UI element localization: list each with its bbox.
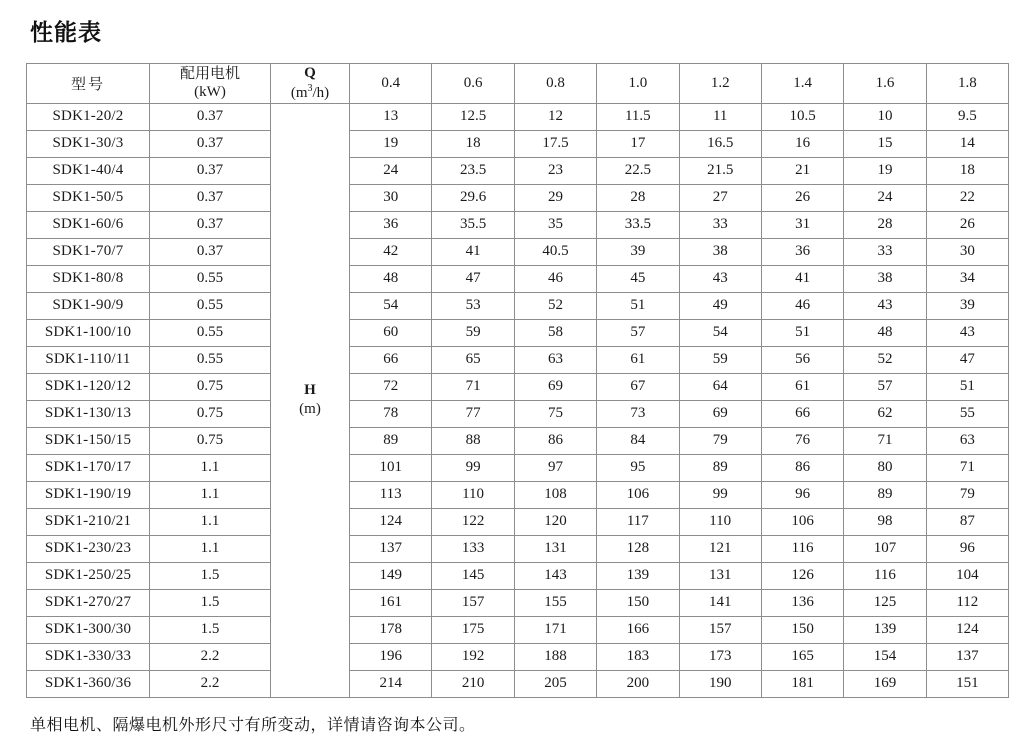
cell-model: SDK1-70/7 (27, 238, 150, 265)
cell-head-5: 136 (761, 589, 843, 616)
cell-model: SDK1-230/23 (27, 535, 150, 562)
cell-head-6: 19 (844, 157, 926, 184)
cell-model: SDK1-300/30 (27, 616, 150, 643)
table-row (27, 103, 1009, 130)
cell-head-2: 86 (514, 427, 596, 454)
cell-head-6: 15 (844, 130, 926, 157)
cell-head-6: 10 (844, 103, 926, 130)
cell-head-4: 131 (679, 562, 761, 589)
cell-head-0: 19 (350, 130, 432, 157)
cell-head-6: 52 (844, 346, 926, 373)
cell-head-0: 149 (350, 562, 432, 589)
cell-head-7: 63 (926, 427, 1008, 454)
cell-head-4: 43 (679, 265, 761, 292)
cell-head-4: 121 (679, 535, 761, 562)
cell-head-0: 178 (350, 616, 432, 643)
cell-head-1: 71 (432, 373, 514, 400)
cell-head-7: 9.5 (926, 103, 1008, 130)
cell-head-0: 66 (350, 346, 432, 373)
cell-head-4: 33 (679, 211, 761, 238)
cell-head-3: 11.5 (597, 103, 679, 130)
cell-motor: 0.55 (150, 346, 271, 373)
cell-motor: 1.5 (150, 616, 271, 643)
cell-head-4: 38 (679, 238, 761, 265)
cell-head-5: 76 (761, 427, 843, 454)
footnote: 单相电机、隔爆电机外形尺寸有所变动，详情请咨询本公司。 (30, 716, 476, 734)
cell-head-1: 29.6 (432, 184, 514, 211)
cell-model: SDK1-120/12 (27, 373, 150, 400)
cell-head-7: 14 (926, 130, 1008, 157)
cell-head-2: 17.5 (514, 130, 596, 157)
cell-head-3: 39 (597, 238, 679, 265)
cell-motor: 0.37 (150, 103, 271, 130)
cell-motor: 0.37 (150, 211, 271, 238)
cell-head-0: 60 (350, 319, 432, 346)
cell-model: SDK1-150/15 (27, 427, 150, 454)
table-row (27, 589, 1009, 616)
cell-head-6: 28 (844, 211, 926, 238)
cell-head-2: 35 (514, 211, 596, 238)
cell-head-6: 62 (844, 400, 926, 427)
cell-head-7: 51 (926, 373, 1008, 400)
header-flow-7: 1.8 (926, 64, 1008, 104)
cell-head-0: 30 (350, 184, 432, 211)
cell-head-1: 99 (432, 454, 514, 481)
cell-head-5: 36 (761, 238, 843, 265)
cell-head-7: 112 (926, 589, 1008, 616)
cell-head-1: 145 (432, 562, 514, 589)
cell-head-0: 89 (350, 427, 432, 454)
cell-head-6: 80 (844, 454, 926, 481)
header-flow-symbol: Q (304, 65, 316, 81)
cell-head-4: 64 (679, 373, 761, 400)
cell-head-1: 53 (432, 292, 514, 319)
table-row (27, 346, 1009, 373)
table-row (27, 643, 1009, 670)
cell-model: SDK1-330/33 (27, 643, 150, 670)
cell-head-2: 69 (514, 373, 596, 400)
cell-head-2: 58 (514, 319, 596, 346)
table-header-row (27, 64, 1009, 104)
header-flow-4: 1.2 (679, 64, 761, 104)
cell-head-0: 101 (350, 454, 432, 481)
cell-head-1: 59 (432, 319, 514, 346)
cell-head-2: 12 (514, 103, 596, 130)
cell-head-label (271, 103, 350, 697)
cell-head-7: 18 (926, 157, 1008, 184)
cell-head-2: 108 (514, 481, 596, 508)
cell-head-3: 150 (597, 589, 679, 616)
cell-motor: 1.1 (150, 454, 271, 481)
cell-head-3: 200 (597, 670, 679, 697)
cell-head-6: 38 (844, 265, 926, 292)
cell-model: SDK1-40/4 (27, 157, 150, 184)
cell-head-3: 22.5 (597, 157, 679, 184)
cell-motor: 0.37 (150, 184, 271, 211)
cell-motor: 0.75 (150, 400, 271, 427)
cell-head-0: 161 (350, 589, 432, 616)
table-row (27, 157, 1009, 184)
cell-head-3: 28 (597, 184, 679, 211)
cell-head-5: 46 (761, 292, 843, 319)
cell-model: SDK1-100/10 (27, 319, 150, 346)
table-row (27, 265, 1009, 292)
cell-head-1: 210 (432, 670, 514, 697)
cell-head-6: 154 (844, 643, 926, 670)
cell-head-0: 214 (350, 670, 432, 697)
cell-head-2: 29 (514, 184, 596, 211)
cell-head-6: 89 (844, 481, 926, 508)
cell-head-4: 49 (679, 292, 761, 319)
head-label-unit: (m) (299, 401, 321, 417)
cell-head-0: 137 (350, 535, 432, 562)
table-row (27, 616, 1009, 643)
cell-head-1: 23.5 (432, 157, 514, 184)
cell-model: SDK1-90/9 (27, 292, 150, 319)
cell-head-0: 78 (350, 400, 432, 427)
cell-head-7: 30 (926, 238, 1008, 265)
cell-head-0: 196 (350, 643, 432, 670)
cell-head-4: 110 (679, 508, 761, 535)
cell-motor: 2.2 (150, 670, 271, 697)
cell-head-3: 67 (597, 373, 679, 400)
cell-head-5: 16 (761, 130, 843, 157)
cell-head-4: 141 (679, 589, 761, 616)
header-motor-line2: (kW) (194, 84, 226, 101)
cell-head-4: 69 (679, 400, 761, 427)
cell-head-5: 126 (761, 562, 843, 589)
cell-head-0: 36 (350, 211, 432, 238)
cell-head-1: 12.5 (432, 103, 514, 130)
cell-head-2: 97 (514, 454, 596, 481)
cell-head-2: 205 (514, 670, 596, 697)
cell-head-4: 16.5 (679, 130, 761, 157)
cell-head-7: 79 (926, 481, 1008, 508)
cell-model: SDK1-250/25 (27, 562, 150, 589)
cell-head-4: 27 (679, 184, 761, 211)
cell-head-1: 110 (432, 481, 514, 508)
cell-head-3: 128 (597, 535, 679, 562)
cell-head-1: 47 (432, 265, 514, 292)
cell-model: SDK1-170/17 (27, 454, 150, 481)
cell-head-2: 23 (514, 157, 596, 184)
cell-head-2: 131 (514, 535, 596, 562)
head-label-symbol: H (304, 381, 316, 398)
cell-head-0: 54 (350, 292, 432, 319)
cell-head-7: 26 (926, 211, 1008, 238)
header-flow-unit (271, 83, 349, 103)
cell-head-2: 155 (514, 589, 596, 616)
table-row (27, 508, 1009, 535)
cell-head-1: 41 (432, 238, 514, 265)
cell-head-5: 10.5 (761, 103, 843, 130)
cell-head-0: 48 (350, 265, 432, 292)
cell-head-6: 169 (844, 670, 926, 697)
cell-head-4: 190 (679, 670, 761, 697)
cell-head-3: 84 (597, 427, 679, 454)
header-flow-1: 0.6 (432, 64, 514, 104)
cell-head-0: 13 (350, 103, 432, 130)
table-row (27, 373, 1009, 400)
cell-motor: 0.75 (150, 427, 271, 454)
cell-head-4: 54 (679, 319, 761, 346)
header-motor (150, 64, 271, 104)
cell-head-5: 56 (761, 346, 843, 373)
cell-head-3: 51 (597, 292, 679, 319)
table-header (27, 64, 1009, 104)
header-motor-line1: 配用电机 (179, 65, 240, 82)
cell-head-1: 133 (432, 535, 514, 562)
cell-head-0: 124 (350, 508, 432, 535)
cell-head-5: 116 (761, 535, 843, 562)
cell-head-5: 165 (761, 643, 843, 670)
cell-model: SDK1-210/21 (27, 508, 150, 535)
header-flow-0: 0.4 (350, 64, 432, 104)
cell-head-1: 122 (432, 508, 514, 535)
table-row (27, 184, 1009, 211)
cell-motor: 1.1 (150, 481, 271, 508)
cell-head-1: 88 (432, 427, 514, 454)
cell-head-4: 79 (679, 427, 761, 454)
cell-motor: 0.55 (150, 265, 271, 292)
cell-head-3: 106 (597, 481, 679, 508)
cell-head-4: 173 (679, 643, 761, 670)
cell-model: SDK1-60/6 (27, 211, 150, 238)
cell-head-4: 89 (679, 454, 761, 481)
page-title: 性能表 (30, 19, 102, 45)
cell-head-7: 87 (926, 508, 1008, 535)
header-flow-unit-base: (m (290, 84, 308, 101)
table-row (27, 211, 1009, 238)
cell-head-1: 157 (432, 589, 514, 616)
cell-head-3: 17 (597, 130, 679, 157)
cell-motor: 1.1 (150, 508, 271, 535)
cell-head-0: 42 (350, 238, 432, 265)
cell-head-0: 24 (350, 157, 432, 184)
cell-head-5: 66 (761, 400, 843, 427)
table-row (27, 400, 1009, 427)
cell-head-6: 107 (844, 535, 926, 562)
cell-motor: 0.55 (150, 292, 271, 319)
cell-head-2: 46 (514, 265, 596, 292)
cell-head-0: 72 (350, 373, 432, 400)
header-flow-6: 1.6 (844, 64, 926, 104)
cell-head-2: 40.5 (514, 238, 596, 265)
cell-motor: 0.55 (150, 319, 271, 346)
header-flow-unit-tail: /h) (312, 84, 330, 101)
cell-head-0: 113 (350, 481, 432, 508)
table-body (27, 103, 1009, 697)
header-flow (271, 64, 350, 104)
header-model: 型号 (27, 64, 150, 104)
cell-head-7: 124 (926, 616, 1008, 643)
table-row (27, 130, 1009, 157)
cell-head-6: 125 (844, 589, 926, 616)
cell-head-7: 55 (926, 400, 1008, 427)
cell-head-3: 57 (597, 319, 679, 346)
cell-motor: 1.5 (150, 562, 271, 589)
cell-head-4: 99 (679, 481, 761, 508)
cell-head-1: 65 (432, 346, 514, 373)
cell-head-1: 175 (432, 616, 514, 643)
cell-head-5: 26 (761, 184, 843, 211)
cell-model: SDK1-190/19 (27, 481, 150, 508)
cell-head-4: 21.5 (679, 157, 761, 184)
cell-model: SDK1-20/2 (27, 103, 150, 130)
cell-head-1: 77 (432, 400, 514, 427)
table-row (27, 238, 1009, 265)
cell-head-7: 47 (926, 346, 1008, 373)
cell-motor: 2.2 (150, 643, 271, 670)
cell-head-2: 63 (514, 346, 596, 373)
performance-table (26, 63, 1009, 698)
cell-head-7: 104 (926, 562, 1008, 589)
table-row (27, 562, 1009, 589)
cell-head-2: 188 (514, 643, 596, 670)
cell-head-3: 45 (597, 265, 679, 292)
cell-head-1: 18 (432, 130, 514, 157)
cell-head-5: 150 (761, 616, 843, 643)
cell-motor: 0.37 (150, 157, 271, 184)
cell-head-7: 34 (926, 265, 1008, 292)
cell-head-2: 120 (514, 508, 596, 535)
cell-head-1: 35.5 (432, 211, 514, 238)
cell-head-3: 139 (597, 562, 679, 589)
table-row (27, 670, 1009, 697)
cell-head-3: 117 (597, 508, 679, 535)
cell-head-7: 43 (926, 319, 1008, 346)
cell-head-7: 151 (926, 670, 1008, 697)
cell-motor: 0.37 (150, 130, 271, 157)
header-flow-3: 1.0 (597, 64, 679, 104)
cell-head-5: 41 (761, 265, 843, 292)
cell-head-7: 71 (926, 454, 1008, 481)
cell-head-4: 11 (679, 103, 761, 130)
header-flow-5: 1.4 (761, 64, 843, 104)
cell-head-3: 33.5 (597, 211, 679, 238)
cell-head-5: 51 (761, 319, 843, 346)
cell-model: SDK1-130/13 (27, 400, 150, 427)
cell-head-7: 22 (926, 184, 1008, 211)
cell-head-3: 166 (597, 616, 679, 643)
cell-head-6: 57 (844, 373, 926, 400)
cell-head-6: 48 (844, 319, 926, 346)
cell-motor: 1.5 (150, 589, 271, 616)
cell-head-6: 139 (844, 616, 926, 643)
table-row (27, 427, 1009, 454)
cell-motor: 1.1 (150, 535, 271, 562)
cell-motor: 0.37 (150, 238, 271, 265)
cell-motor: 0.75 (150, 373, 271, 400)
cell-head-2: 52 (514, 292, 596, 319)
header-flow-unit-sup: 3 (307, 82, 313, 94)
cell-head-7: 96 (926, 535, 1008, 562)
cell-head-4: 59 (679, 346, 761, 373)
cell-head-6: 71 (844, 427, 926, 454)
cell-head-5: 86 (761, 454, 843, 481)
cell-head-5: 96 (761, 481, 843, 508)
table-row (27, 319, 1009, 346)
cell-head-3: 183 (597, 643, 679, 670)
cell-head-3: 61 (597, 346, 679, 373)
cell-head-2: 75 (514, 400, 596, 427)
cell-head-3: 95 (597, 454, 679, 481)
cell-head-6: 116 (844, 562, 926, 589)
cell-model: SDK1-110/11 (27, 346, 150, 373)
cell-head-3: 73 (597, 400, 679, 427)
header-flow-2: 0.8 (514, 64, 596, 104)
cell-head-4: 157 (679, 616, 761, 643)
cell-head-5: 181 (761, 670, 843, 697)
table-row (27, 535, 1009, 562)
cell-head-5: 106 (761, 508, 843, 535)
cell-head-5: 21 (761, 157, 843, 184)
table-row (27, 292, 1009, 319)
cell-head-5: 61 (761, 373, 843, 400)
cell-head-1: 192 (432, 643, 514, 670)
cell-model: SDK1-30/3 (27, 130, 150, 157)
cell-model: SDK1-270/27 (27, 589, 150, 616)
cell-model: SDK1-50/5 (27, 184, 150, 211)
cell-head-6: 43 (844, 292, 926, 319)
cell-head-5: 31 (761, 211, 843, 238)
table-row (27, 454, 1009, 481)
cell-head-6: 33 (844, 238, 926, 265)
cell-head-6: 24 (844, 184, 926, 211)
cell-head-2: 143 (514, 562, 596, 589)
cell-head-7: 137 (926, 643, 1008, 670)
table-row (27, 481, 1009, 508)
cell-head-7: 39 (926, 292, 1008, 319)
cell-head-2: 171 (514, 616, 596, 643)
cell-head-6: 98 (844, 508, 926, 535)
cell-model: SDK1-80/8 (27, 265, 150, 292)
cell-model: SDK1-360/36 (27, 670, 150, 697)
